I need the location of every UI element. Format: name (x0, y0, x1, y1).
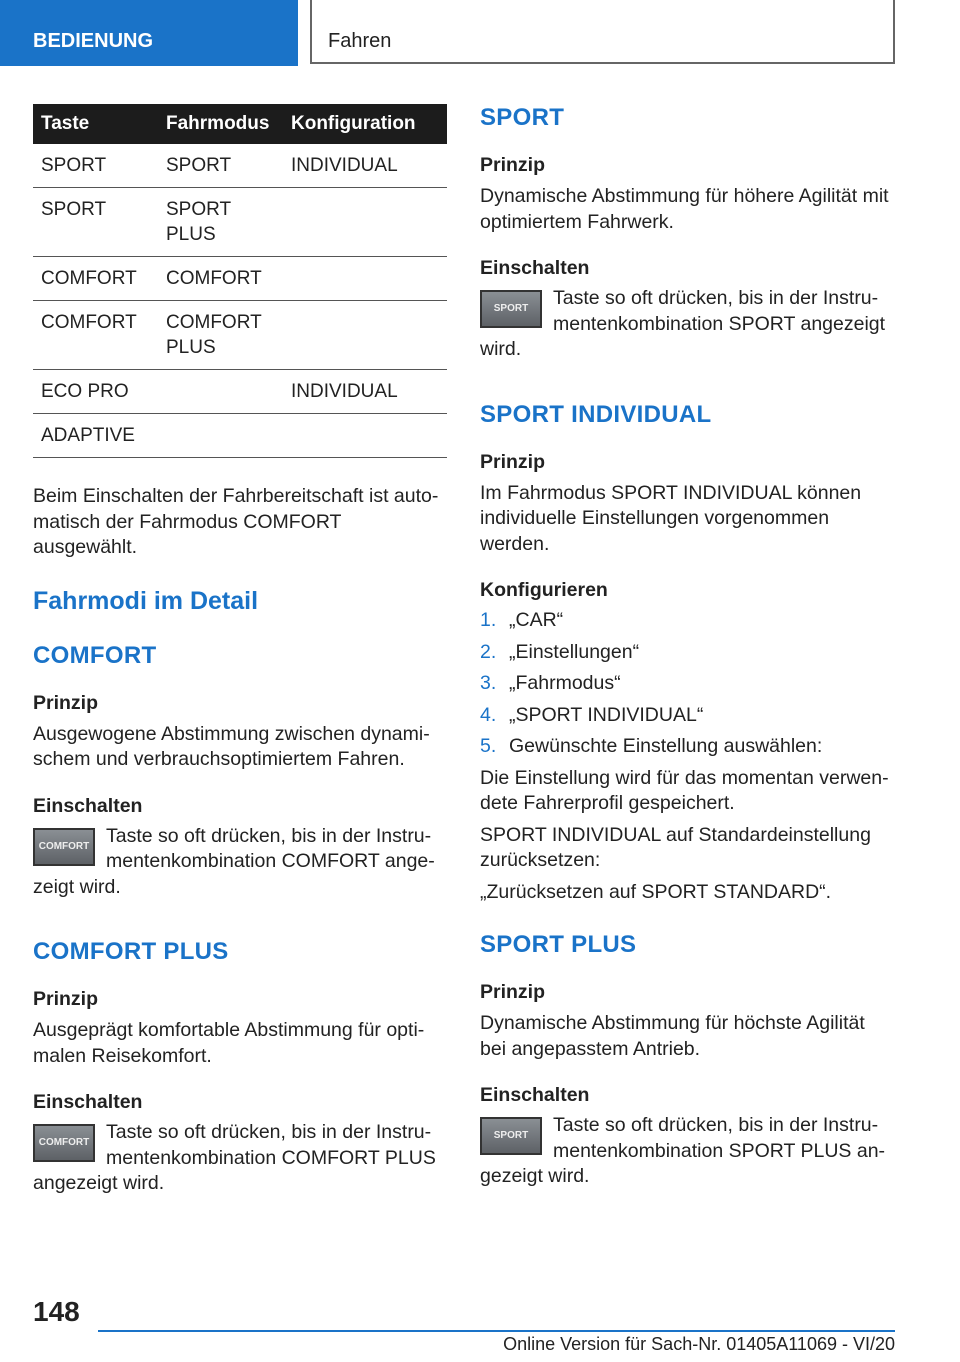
table-row (33, 301, 447, 370)
sport-individual-title: SPORT INDIVIDUAL (480, 400, 712, 428)
page-header (0, 0, 960, 66)
table-cell (283, 188, 447, 257)
konfigurieren-steps (480, 608, 894, 760)
table-cell: SPORT PLUS (158, 188, 283, 257)
comfort-einschalten-text (33, 824, 447, 901)
comfort-plus-prinzip-text: Ausgeprägt komfortable Abstimmung für optimalen Reisekomfort. (33, 1019, 425, 1067)
comfort-plus-title: COMFORT PLUS (33, 938, 229, 965)
comfort-plus-einschalten-text (33, 1120, 447, 1197)
table-row (33, 188, 447, 257)
list-item (480, 640, 894, 666)
step-number: 5. (480, 735, 497, 757)
sport-plus-einschalten-span: Taste so oft drücken, bis in der Instrumentenkombination SPORT PLUS angezeigt wird. (480, 1114, 886, 1187)
detail-heading: Fahrmodi im Detail (33, 586, 259, 615)
table-header-cell: Konfiguration (283, 104, 447, 144)
table-row (33, 414, 447, 458)
step-number: 1. (480, 609, 497, 631)
sport-individual-note-2: SPORT INDIVIDUAL auf Standardeinstellung zurücksetzen: (480, 823, 871, 871)
sport-prinzip-label: Prinzip (480, 154, 546, 176)
step-number: 4. (480, 703, 497, 726)
step-number: 2. (480, 640, 497, 663)
intro-text: Beim Einschalten der Fahrbereitschaft ist automatisch der Fahrmodus COMFORT ausgewählt. (33, 485, 439, 558)
table-cell: SPORT (158, 144, 283, 188)
table-cell: INDIVIDUAL (283, 370, 447, 414)
table-cell: INDIVIDUAL (283, 144, 447, 188)
step-text: „SPORT INDIVIDUAL“ (509, 703, 704, 726)
table-cell (283, 414, 447, 458)
table-cell: ADAPTIVE (33, 414, 158, 458)
table-cell: COMFORT (158, 257, 283, 301)
comfort-plus-einschalten-label: Einschalten (33, 1091, 143, 1113)
drive-mode-table (33, 104, 447, 458)
sport-plus-prinzip-text: Dynamische Abstimmung für höchste Agilität bei angepasstem Antrieb. (480, 1012, 865, 1060)
table-header-cell: Fahrmodus (158, 104, 283, 144)
table-cell: COMFORT (33, 257, 158, 301)
comfort-button-icon: COMFORT (33, 828, 95, 866)
chapter-title: Fahren (310, 0, 895, 64)
list-item (480, 671, 894, 697)
comfort-einschalten-block (33, 824, 447, 901)
footer-divider (98, 1330, 895, 1332)
list-item (480, 734, 894, 760)
sport-button-icon: SPORT (480, 290, 542, 328)
footer-text: Online Version für Sach-Nr. 01405A11069 - VI/20 (503, 1334, 895, 1354)
sport-einschalten-text (480, 286, 894, 363)
sport-plus-einschalten-block (480, 1113, 894, 1190)
sport-individual-prinzip-text: Im Fahrmodus SPORT INDIVIDUAL können individuelle Einstellungen vorgenommen werden. (480, 481, 862, 555)
sport-prinzip-text: Dynamische Abstimmung für höhere Agilität mit optimiertem Fahrwerk. (480, 185, 889, 233)
step-number: 3. (480, 672, 497, 694)
table-row (33, 370, 447, 414)
right-column (480, 104, 894, 1190)
page-number: 148 (33, 1296, 80, 1327)
table-header-cell: Taste (33, 104, 158, 144)
sport-title: SPORT (480, 104, 565, 131)
comfort-einschalten-span: Taste so oft drücken, bis in der Instrumentenkombination COMFORT angezeigt wird. (33, 824, 435, 898)
table-cell (158, 370, 283, 414)
table-cell: SPORT (33, 188, 158, 257)
table-cell: COMFORT PLUS (158, 301, 283, 370)
sport-plus-title: SPORT PLUS (480, 931, 637, 958)
sport-plus-prinzip-label: Prinzip (480, 981, 546, 1003)
comfort-plus-button-icon: COMFORT (33, 1124, 95, 1162)
left-column (33, 104, 447, 1197)
table-cell (158, 414, 283, 458)
konfigurieren-label: Konfigurieren (480, 579, 608, 601)
comfort-prinzip-text: Ausgewogene Abstimmung zwischen dynamischem und verbrauchsoptimiertem Fahren. (33, 722, 430, 770)
table-row (33, 144, 447, 188)
step-text: „Fahrmodus“ (509, 672, 621, 694)
sport-einschalten-span: Taste so oft drücken, bis in der Instrumentenkombination SPORT angezeigt wird. (480, 287, 886, 360)
table-cell (283, 257, 447, 301)
sport-plus-einschalten-label: Einschalten (480, 1084, 590, 1106)
comfort-plus-prinzip-label: Prinzip (33, 988, 99, 1010)
table-cell: ECO PRO (33, 370, 158, 414)
sport-einschalten-label: Einschalten (480, 257, 590, 279)
sport-individual-note-3: „Zurücksetzen auf SPORT STANDARD“. (480, 880, 832, 903)
table-cell: SPORT (33, 144, 158, 188)
sport-individual-note-1: Die Einstellung wird für das momentan verwendete Fahrerprofil gespeichert. (480, 766, 889, 814)
list-item (480, 703, 894, 729)
comfort-einschalten-label: Einschalten (33, 794, 143, 817)
comfort-plus-einschalten-span: Taste so oft drücken, bis in der Instrumentenkombination COMFORT PLUS angezeigt wird. (33, 1121, 436, 1194)
step-text: „CAR“ (509, 609, 564, 631)
sport-plus-button-icon: SPORT (480, 1117, 542, 1155)
table-cell: COMFORT (33, 301, 158, 370)
comfort-prinzip-label: Prinzip (33, 691, 99, 714)
table-cell (283, 301, 447, 370)
comfort-plus-einschalten-block (33, 1120, 447, 1197)
comfort-title: COMFORT (33, 641, 157, 669)
sport-individual-prinzip-label: Prinzip (480, 450, 546, 473)
table-header-row (33, 104, 447, 144)
sport-plus-einschalten-text (480, 1113, 894, 1190)
step-text: Gewünschte Einstellung auswählen: (509, 735, 823, 757)
list-item (480, 608, 894, 634)
section-title: BEDIENUNG (0, 0, 298, 66)
step-text: „Einstellungen“ (509, 640, 640, 663)
sport-einschalten-block (480, 286, 894, 363)
table-row (33, 257, 447, 301)
